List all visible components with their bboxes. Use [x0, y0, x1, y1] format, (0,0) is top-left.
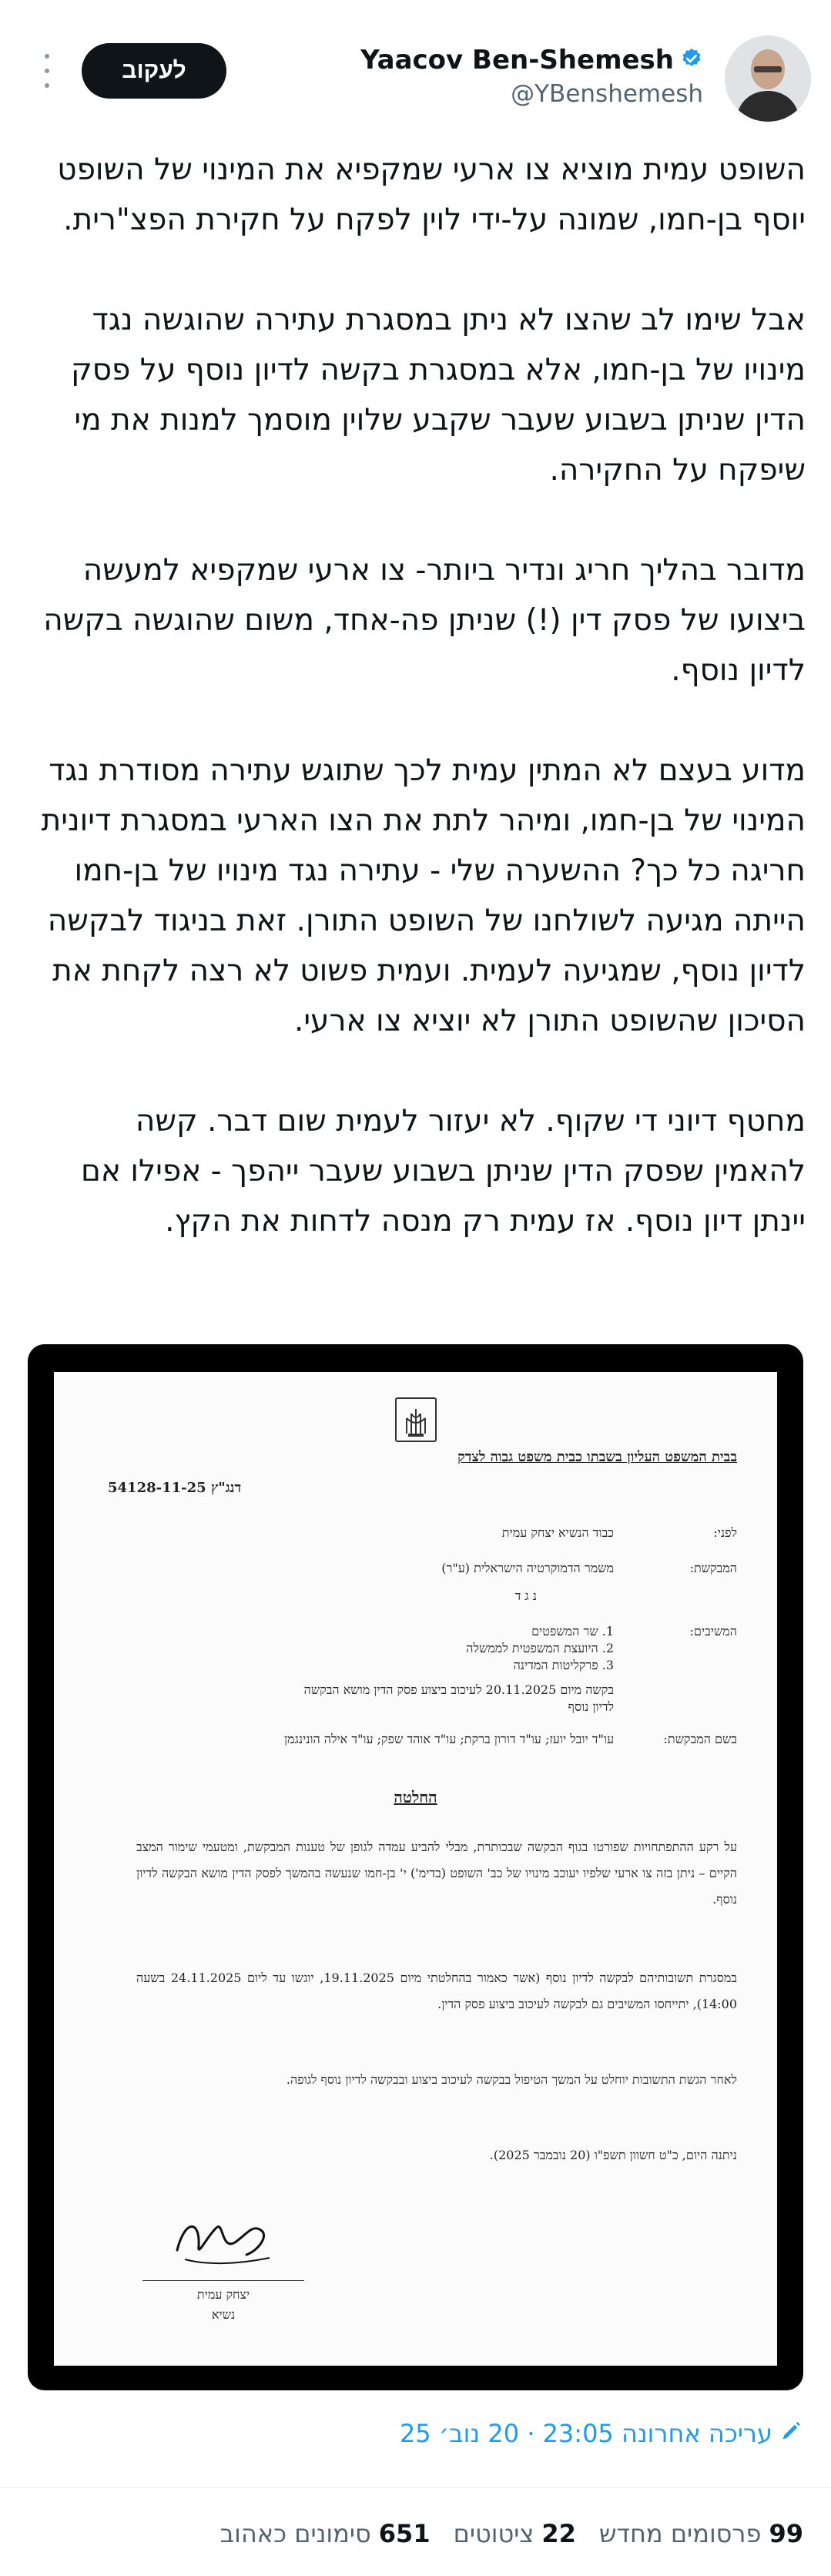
- tweet-paragraph: מחטף דיוני די שקוף. לא יעזור לעמית שום דבר. קשה להאמין שפסק הדין שניתן בשבוע שעבר ייהפך - אפילו אם יינתן דיון נוסף. אז עמית רק מנסה לדחות את הקץ.: [81, 1104, 806, 1239]
- tweet-paragraph: אבל שימו לב שהצו לא ניתן במסגרת עתירה שהוגשה נגד מינויו של בן-חמו, אלא במסגרת בקשה לדיון נוסף על פסק הדין שניתן בשבוע שעבר שקבע שלוין מוסמך למנות את מי שיפקח על החקירה.: [71, 303, 806, 488]
- stat-quotes[interactable]: [454, 2519, 576, 2548]
- signature-image: [162, 2204, 285, 2273]
- tweet-media-image[interactable]: [28, 1344, 803, 2390]
- engagement-stats: [220, 2519, 803, 2548]
- doc-value: משמר הדמוקרטיה הישראלית (ע"ר): [441, 1561, 614, 1575]
- signature-line: [142, 2280, 304, 2281]
- doc-respondents-list: [183, 1623, 614, 1674]
- stat-label: ציטוטים: [453, 2519, 534, 2548]
- doc-request-note: בקשה מיום 20.11.2025 לעיכוב ביצוע פסק הדין מושא הבקשה לדיון נוסף: [303, 1682, 614, 1714]
- menorah-emblem-icon: [391, 1395, 441, 1444]
- doc-label: המבקשת:: [689, 1561, 737, 1575]
- follow-button[interactable]: לעקוב: [82, 43, 226, 99]
- case-number: דנג"ץ 54128-11-25: [108, 1480, 242, 1496]
- stat-number: 22: [541, 2519, 576, 2548]
- court-document: [54, 1372, 777, 2366]
- divider: [0, 2487, 831, 2488]
- pencil-icon: [780, 2419, 803, 2448]
- verified-badge-icon: [680, 47, 703, 73]
- court-title: בבית המשפט העליון בשבתו כבית משפט גבוה לצדק: [457, 1449, 737, 1465]
- stat-likes[interactable]: [220, 2519, 431, 2548]
- decision-paragraph: במסגרת תשובותיהם לבקשה לדיון נוסף (אשר כאמור בהחלטתי מיום 19.11.2025, יוגשו עד ליום 24.11.2025 בשעה 14:00), יתייחסו המשיבים גם לבקשה לעיכוב ביצוע פסק הדין.: [136, 1971, 738, 2011]
- doc-label: המשיבים:: [689, 1624, 737, 1639]
- doc-value: כבוד הנשיא יצחק עמית: [501, 1525, 614, 1540]
- doc-value: עו"ד יובל יועז; עו"ד דורון ברקת; עו"ד אוהד שפק; עו"ד אילה הונינגמן: [283, 1732, 614, 1746]
- stat-label: סימונים כאהוב: [219, 2519, 371, 2548]
- stat-number: 651: [378, 2519, 431, 2548]
- decision-paragraph: לאחר הגשת התשובות יוחלט על המשך הטיפול בבקשה לעיכוב ביצוע ובבקשה לדיון נוסף לגופה.: [286, 2072, 737, 2087]
- decision-date: ניתנה היום, כ"ט חשוון תשפ"ו (20 נובמבר 2025).: [489, 2148, 737, 2162]
- stat-label: פרסומים מחדש: [598, 2519, 762, 2548]
- stat-retweets[interactable]: [599, 2519, 803, 2548]
- doc-versus: נ ג ד: [514, 1588, 537, 1603]
- doc-respondent: 1. שר המשפטים: [531, 1624, 614, 1639]
- tweet-paragraph: השופט עמית מוציא צו ארעי שמקפיא את המינוי של השופט יוסף בן-חמו, שמונה על-ידי לוין לפקח על חקירת הפצ"רית.: [57, 153, 806, 237]
- decision-paragraph: על רקע ההתפתחויות שפורטו בגוף הבקשה שבכותרת, מבלי להביע עמדה לגופן של טענות המבקשת, ומטעמי שימור המצב הקיים – ניתן בזה צו ארעי שלפיו יעוכב מינויו של כב' השופט (בדימ') י' בן-חמו שנעשה בהמשך לפסק הדין מושא הבקשה לדיון נוסף.: [136, 1840, 737, 1907]
- author-name[interactable]: Yaacov Ben-Shemesh: [360, 45, 674, 75]
- signer-role: נשיא: [211, 2307, 236, 2322]
- author-info: [360, 45, 703, 108]
- doc-respondent: 2. היועצת המשפטית לממשלה: [466, 1641, 614, 1655]
- doc-respondent: 3. פרקליטות המדינה: [513, 1658, 614, 1672]
- avatar[interactable]: [725, 35, 811, 122]
- author-handle[interactable]: @YBenshemesh: [511, 80, 703, 108]
- tweet-text: [34, 145, 806, 1296]
- edited-text: עריכה אחרונה 23:05 · 20 נוב׳ 25: [399, 2419, 772, 2448]
- decision-title: החלטה: [394, 1788, 437, 1806]
- doc-label: בשם המבקשת:: [663, 1732, 737, 1746]
- tweet-paragraph: מדוע בעצם לא המתין עמית לכך שתוגש עתירה מסודרת נגד המינוי של בן-חמו, ומיהר לתת את הצו הארעי במסגרת דיונית חריגה כל כך? ההשערה שלי - עתירה נגד מינויו של בן-חמו הייתה מגיעה לשולחנו של השופט התורן. זאת בניגוד לבקשה לדיון נוסף, שמגיעה לעמית. ועמית פשוט לא רצה לקחת את הסיכון שהשופט התורן לא יוציא צו ארעי.: [41, 753, 806, 1038]
- edited-timestamp[interactable]: [400, 2419, 803, 2448]
- signer-name: יצחק עמית: [196, 2287, 250, 2302]
- tweet-header: [0, 31, 831, 131]
- more-options-icon[interactable]: [35, 54, 59, 88]
- tweet-paragraph: מדובר בהליך חריג ונדיר ביותר- צו ארעי שמקפיא למעשה ביצועו של פסק דין (!) שניתן פה-אחד, משום שהוגשה בקשה לדיון נוסף.: [43, 553, 806, 688]
- stat-number: 99: [769, 2519, 803, 2548]
- doc-label: לפני:: [713, 1525, 737, 1540]
